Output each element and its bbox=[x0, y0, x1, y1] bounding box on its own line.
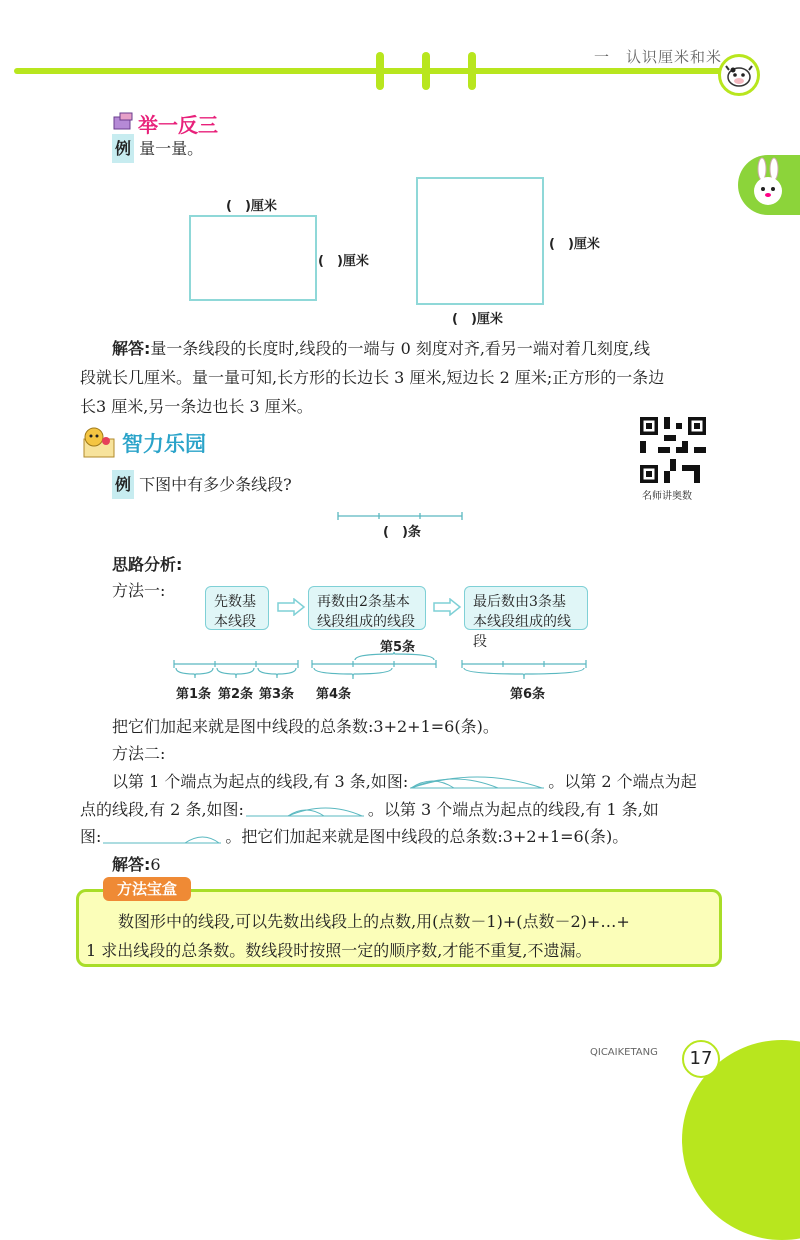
example-label: 例 bbox=[112, 134, 134, 163]
pencil-box-icon bbox=[112, 112, 134, 132]
section-icon bbox=[112, 112, 134, 136]
method1-label: 方法一: bbox=[112, 581, 166, 600]
answer-para bbox=[112, 334, 727, 363]
rabbit-icon bbox=[742, 157, 792, 213]
method2-text: 以第 1 个端点为起点的线段,有 3 条,如图: bbox=[112, 772, 409, 791]
arrow-right-icon bbox=[432, 598, 462, 616]
segment-diagrams bbox=[172, 652, 592, 682]
side-tab bbox=[738, 155, 800, 215]
summary-line2: 1 求出线段的总条数。数线段时按照一定的顺序数,才能不重复,不遗漏。 bbox=[86, 941, 592, 960]
summary-tag: 方法宝盒 bbox=[103, 877, 191, 901]
square-bottom-label: ( )厘米 bbox=[452, 312, 503, 327]
method2-text: 。把它们加起来就是图中线段的总条数:3+2+1=6(条)。 bbox=[225, 827, 629, 846]
segment-label-4: 第4条 bbox=[316, 687, 352, 702]
example-label: 例 bbox=[112, 470, 134, 499]
example-text: 量一量。 bbox=[139, 139, 204, 158]
answer-line bbox=[112, 850, 161, 879]
answer-label: 解答: bbox=[112, 339, 151, 358]
segment-label-6: 第6条 bbox=[510, 687, 546, 702]
section-title: 智力乐园 bbox=[122, 432, 206, 456]
chapter-title: 一 认识厘米和米 bbox=[593, 48, 722, 66]
segment-label-3: 第3条 bbox=[259, 687, 295, 702]
arc-diagram-2 bbox=[244, 804, 368, 818]
analysis-label: 思路分析: bbox=[112, 555, 183, 574]
method2-text: 点的线段,有 2 条,如图: bbox=[80, 800, 244, 819]
binder-peg bbox=[468, 52, 476, 90]
rect-top-label: ( )厘米 bbox=[226, 199, 277, 214]
flow-step-1: 先数基本线段 bbox=[205, 586, 269, 630]
method1-sum: 把它们加起来就是图中线段的总条数:3+2+1=6(条)。 bbox=[112, 717, 499, 736]
answer-value: 6 bbox=[150, 855, 161, 874]
method2-label: 方法二: bbox=[112, 744, 166, 763]
footer-brand: QICAIKETANG bbox=[590, 1047, 658, 1058]
header-rule bbox=[14, 68, 754, 74]
method2-line3 bbox=[80, 822, 628, 851]
rect-right-label: ( )厘米 bbox=[318, 254, 369, 269]
segment-answer: ( )条 bbox=[383, 525, 421, 540]
example-line bbox=[112, 134, 203, 163]
answer-label: 解答: bbox=[112, 855, 151, 874]
puzzle-bear-icon bbox=[78, 425, 118, 459]
section-icon bbox=[78, 425, 118, 463]
page-number: 17 bbox=[682, 1040, 720, 1078]
section-title: 举一反三 bbox=[138, 113, 218, 137]
segment-label-2: 第2条 bbox=[218, 687, 254, 702]
method2-line2 bbox=[80, 795, 659, 824]
answer-line3: 长3 厘米,另一条边也长 3 厘米。 bbox=[80, 397, 313, 416]
qr-code-icon bbox=[640, 417, 706, 487]
rectangle-shape bbox=[189, 215, 317, 301]
square-right-label: ( )厘米 bbox=[549, 237, 600, 252]
method2-text: 。以第 2 个端点为起 bbox=[548, 772, 697, 791]
flow-step-2: 再数由2条基本线段组成的线段 bbox=[308, 586, 426, 630]
arc-diagram-1 bbox=[408, 776, 548, 790]
flow-step-3: 最后数由3条基本线段组成的线段 bbox=[464, 586, 588, 630]
binder-peg bbox=[376, 52, 384, 90]
method2-text: 图: bbox=[80, 827, 102, 846]
summary-line1: 数图形中的线段,可以先数出线段上的点数,用(点数－1)+(点数－2)+…+ bbox=[118, 912, 630, 931]
qr-caption: 名师讲奥数 bbox=[642, 491, 692, 502]
answer-line1: 量一条线段的长度时,线段的一端与 0 刻度对齐,看另一端对着几刻度,线 bbox=[150, 339, 651, 358]
example-line bbox=[112, 470, 292, 499]
method2-text: 。以第 3 个端点为起点的线段,有 1 条,如 bbox=[367, 800, 659, 819]
binder-peg bbox=[422, 52, 430, 90]
method2-line1 bbox=[112, 767, 697, 796]
answer-line2: 段就长几厘米。量一量可知,长方形的长边长 3 厘米,短边长 2 厘米;正方形的一条边 bbox=[80, 368, 665, 387]
segment-label-1: 第1条 bbox=[176, 687, 212, 702]
square-shape bbox=[416, 177, 544, 305]
segment-label-5: 第5条 bbox=[380, 640, 416, 655]
arrow-right-icon bbox=[276, 598, 306, 616]
example-text: 下图中有多少条线段? bbox=[139, 475, 292, 494]
arc-diagram-3 bbox=[101, 831, 225, 845]
cow-mascot-icon bbox=[718, 54, 760, 96]
